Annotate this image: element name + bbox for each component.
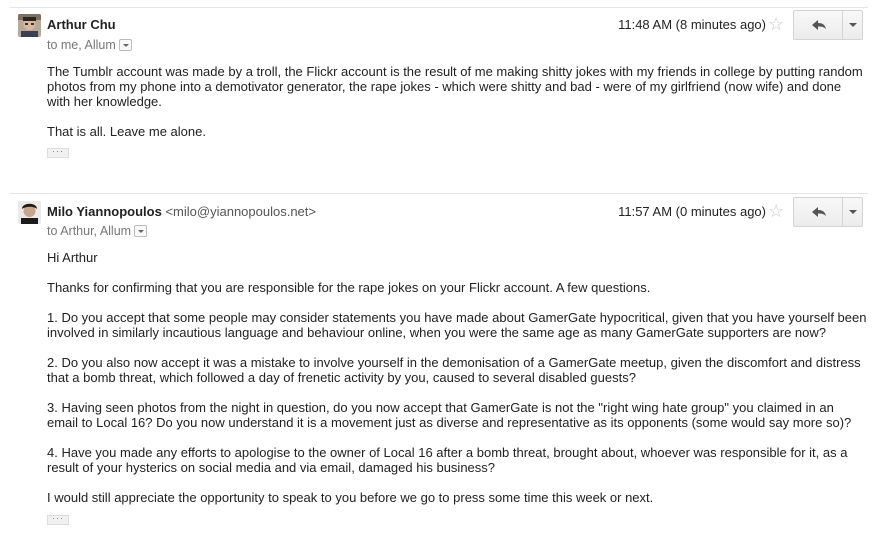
reply-button-group <box>793 197 863 227</box>
more-options-button[interactable] <box>842 198 863 226</box>
reply-button-group <box>793 10 863 40</box>
avatar[interactable] <box>18 201 41 224</box>
email-message <box>0 0 878 180</box>
message-timestamp: 11:48 AM (8 minutes ago) <box>618 17 766 32</box>
message-paragraph: The Tumblr account was made by a troll, the Flickr account is the result of me making shitty jokes with my friends in college by putting random photos from my phone into a demotivator generator, the rape jokes - which were shitty and bad - were of my girlfriend (now wife) and done with her knowledge. <box>47 64 863 109</box>
sender[interactable] <box>47 204 316 219</box>
message-paragraph: Hi Arthur <box>47 250 98 265</box>
sender-email: <milo@yiannopoulos.net> <box>165 204 316 219</box>
recipients-label: to Arthur, Allum <box>47 224 132 238</box>
message-paragraph: 4. Have you made any efforts to apologise to the owner of Local 16 after a bomb threat, brought about, whoever was responsible for it, as a result of your hysterics on social media and via email, damaged his business? <box>47 445 848 475</box>
show-trimmed-content-button[interactable]: ··· <box>47 515 69 525</box>
show-trimmed-content-button[interactable]: ··· <box>47 148 69 158</box>
more-options-button[interactable] <box>842 11 863 39</box>
message-paragraph: 1. Do you accept that some people may consider statements you have made about GamerGate hypocritical, given that you have yourself been involved in similarly incautious language and behaviour online, when you were the same age as many GamerGate supporters are now? <box>47 310 867 340</box>
recipients <box>47 38 132 52</box>
message-paragraph: 3. Having seen photos from the night in question, do you now accept that GamerGate is not the "right wing hate group" you claimed in an email to Local 16? Do you now understand it is a movement just as diverse and representative as its opponents (some would say more so)? <box>47 400 852 430</box>
sender-name[interactable]: Milo Yiannopoulos <box>47 204 162 219</box>
sender-name[interactable]: Arthur Chu <box>47 17 116 32</box>
reply-button[interactable] <box>794 198 842 226</box>
reply-arrow-icon <box>794 198 842 226</box>
reply-button[interactable] <box>794 11 842 39</box>
message-timestamp: 11:57 AM (0 minutes ago) <box>618 204 766 219</box>
message-paragraph: That is all. Leave me alone. <box>47 124 206 139</box>
recipient-details-dropdown-icon[interactable] <box>134 225 147 237</box>
message-paragraph: I would still appreciate the opportunity to speak to you before we go to press some time this week or next. <box>47 490 654 505</box>
message-body <box>47 64 867 139</box>
message-paragraph: 2. Do you also now accept it was a mistake to involve yourself in the demonisation of a GamerGate meetup, given the discomfort and distress that a bomb threat, which followed a day of frenetic activity by you, caused to several disabled guests? <box>47 355 861 385</box>
recipients-label: to me, Allum <box>47 38 116 52</box>
sender[interactable] <box>47 17 116 32</box>
recipient-details-dropdown-icon[interactable] <box>119 39 132 51</box>
recipients <box>47 224 147 238</box>
message-body <box>47 250 867 505</box>
reply-arrow-icon <box>794 11 842 39</box>
email-message <box>0 193 878 541</box>
star-icon[interactable]: ☆ <box>768 201 785 221</box>
star-icon[interactable]: ☆ <box>768 14 785 34</box>
message-paragraph: Thanks for confirming that you are responsible for the rape jokes on your Flickr account. A few questions. <box>47 280 651 295</box>
avatar[interactable] <box>18 14 41 37</box>
